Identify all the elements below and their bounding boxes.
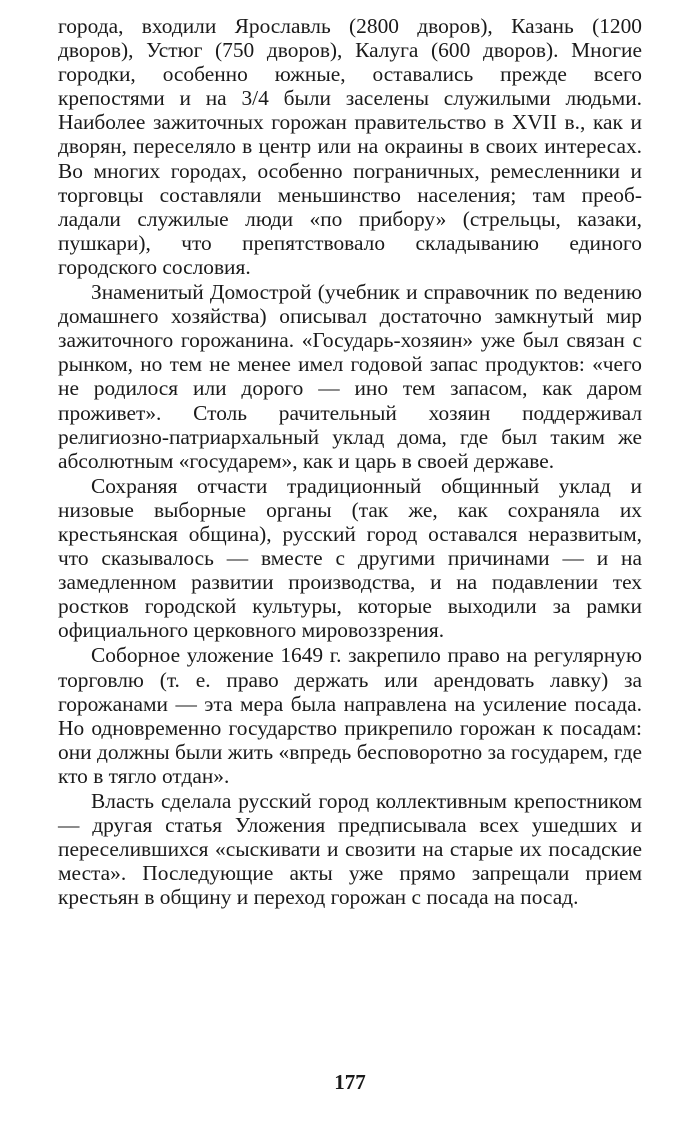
paragraph-5: Власть сделала русский город коллективным крепостником — другая статья Уложения предписывала всех ушедших и переселившихся «сыскивати и свозити на старые их посадские места». Последующие акты уже прямо запрещали прием крестьян в общину и переход горожан с посада на посад. (58, 789, 642, 910)
page-number: 177 (334, 1070, 366, 1094)
paragraph-1: города, входили Ярославль (2800 дворов), Казань (1200 дворов), Устюг (750 дворов), Калуга (600 дворов). Многие городки, особенно южные, оставались прежде всего крепостями и на 3/4 были заселены служилыми людьми. Наиболее зажиточных горожан правительство в XVII в., как и дворян, переселяло в центр или на окраины в своих интересах. Во многих городах, особенно пограничных, ремесленники и торговцы составляли меньшинство населения; там преобладали служилые люди «по прибору» (стрельцы, казаки, пушкари), что препятствовало складыванию единого городского сословия. (58, 14, 642, 279)
paragraph-2: Знаменитый Домострой (учебник и справочник по ведению домашнего хозяйства) описывал достаточно замкнутый мир зажиточного горожанина. «Государь-хозяин» уже был связан с рынком, но тем не менее имел годовой запас продуктов: «чего не родилося или дорого — ино тем запасом, как даром проживет». Столь рачительный хозяин поддерживал религиозно-патриархальный уклад дома, где был таким же абсолютным «государем», как и царь в своей державе. (58, 280, 642, 473)
paragraph-3: Сохраняя отчасти традиционный общинный уклад и низовые выборные органы (так же, как сохраняла их крестьянская община), русский город оставался неразвитым, что сказывалось — вместе с другими причинами — и на замедленном развитии производства, и на подавлении тех ростков городской культуры, которые выходили за рамки официального церковного мировоззрения. (58, 473, 642, 643)
page-body (58, 14, 642, 909)
paragraph-4: Соборное уложение 1649 г. закрепило право на регулярную торговлю (т. е. право держать или арендовать лавку) за горожанами — эта мера была направлена на усиление посада. Но одновременно государство прикрепило горожан к посадам: они должны были жить «впредь бесповоротно за государем, где кто в тягло отдан». (58, 643, 642, 788)
